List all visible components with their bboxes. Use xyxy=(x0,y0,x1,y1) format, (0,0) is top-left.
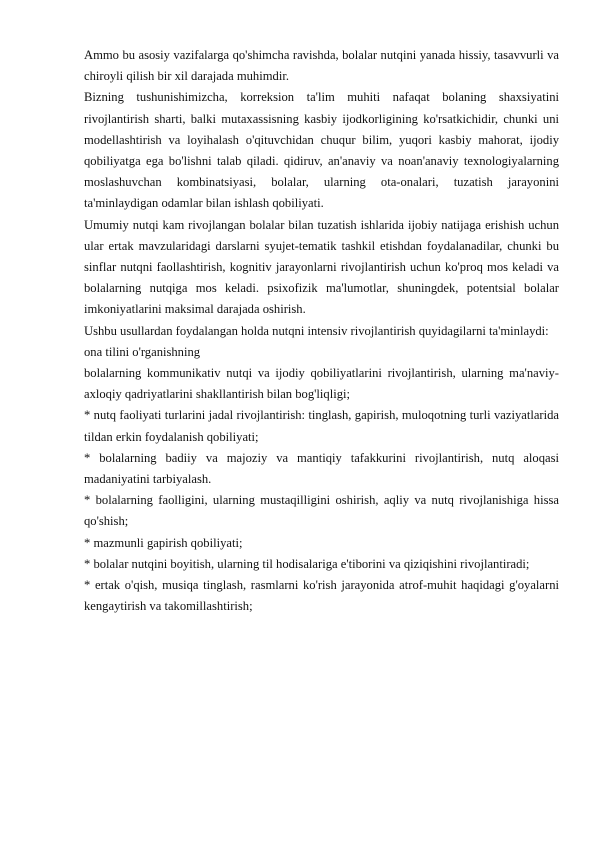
list-item-artistic-thinking: * bolalarning badiiy va majoziy va mantiqiy tafakkurini rivojlantirish, nutq aloqasi madaniyatini tarbiyalash. xyxy=(84,450,559,487)
paragraph-correction-environment: Bizning tushunishimizcha, korreksion ta'lim muhiti nafaqat bolaning shaxsiyatini rivojlantirish sharti, balki mutaxassisning kasbiy ijodkorligining ko'rsatkichidir, chunki uni modellashtirish va loyihalash o'qituvchidan chuqur bilim, yuqori kasbiy mahorat, ijodiy qobiliyatga ega bo'lishni talab qiladi. qidiruv, an'anaviy va noan'anaviy texnologiyalarning moslashuvchan kombinatsiyasi, bolalar, ularning ota-onalari, tuzatish jarayonini ta'minlaydigan odamlar bilan ishlash qobiliyati. xyxy=(84,90,559,211)
paragraph-methods-provide: Ushbu usullardan foydalangan holda nutqni intensiv rivojlantirish quyidagilarni ta'minlaydi: xyxy=(84,323,549,338)
list-item-enrich-speech: * bolalar nutqini boyitish, ularning til hodisalariga e'tiborini va qiziqishini rivojlantiradi; xyxy=(84,556,530,571)
document-page xyxy=(84,45,559,617)
list-item-communicative-speech: bolalarning kommunikativ nutqi va ijodiy qobiliyatlarini rivojlantirish, ularning ma'naviy-axloqiy qadriyatlarini shakllantirish bilan bog'liqligi; xyxy=(84,366,559,402)
list-item-activity-independence: * bolalarning faolligini, ularning mustaqilligini oshirish, aqliy va nutq rivojlanishiga hissa qo'shish; xyxy=(84,493,559,529)
list-item-expand-ideas: * ertak o'qish, musiqa tinglash, rasmlarni ko'rish jarayonida atrof-muhit haqidagi g'oyalarni kengaytirish va takomillashtirish; xyxy=(84,578,559,614)
list-item-speech-activity: * nutq faoliyati turlarini jadal rivojlantirish: tinglash, gapirish, muloqotning turli vaziyatlarida tildan erkin foydalanish qobiliyati; xyxy=(84,408,559,444)
paragraph-intro: Ammo bu asosiy vazifalarga qo'shimcha ravishda, bolalar nutqini yanada hissiy, tasavvurli va chiroyli qilish bir xil darajada muhimdir. xyxy=(84,48,559,84)
paragraph-fairy-tale-lessons: Umumiy nutqi kam rivojlangan bolalar bilan tuzatish ishlarida ijobiy natijaga erishish uchun ular ertak mavzularidagi darslarni syujet-tematik tashkil etishdan foydalanadilar, chunki bu sinflar nutqni faollashtirish, kognitiv jarayonlarni rivojlantirish uchun ko'proq mos keladi va bolalarning nutqiga mos keladi. psixofizik ma'lumotlar, shuningdek, potentsial bolalar imkoniyatlarini maksimal darajada oshirish. xyxy=(84,217,559,317)
list-item-native-language: ona tilini o'rganishning xyxy=(84,344,201,359)
list-item-meaningful-speaking: * mazmunli gapirish qobiliyati; xyxy=(84,535,243,550)
